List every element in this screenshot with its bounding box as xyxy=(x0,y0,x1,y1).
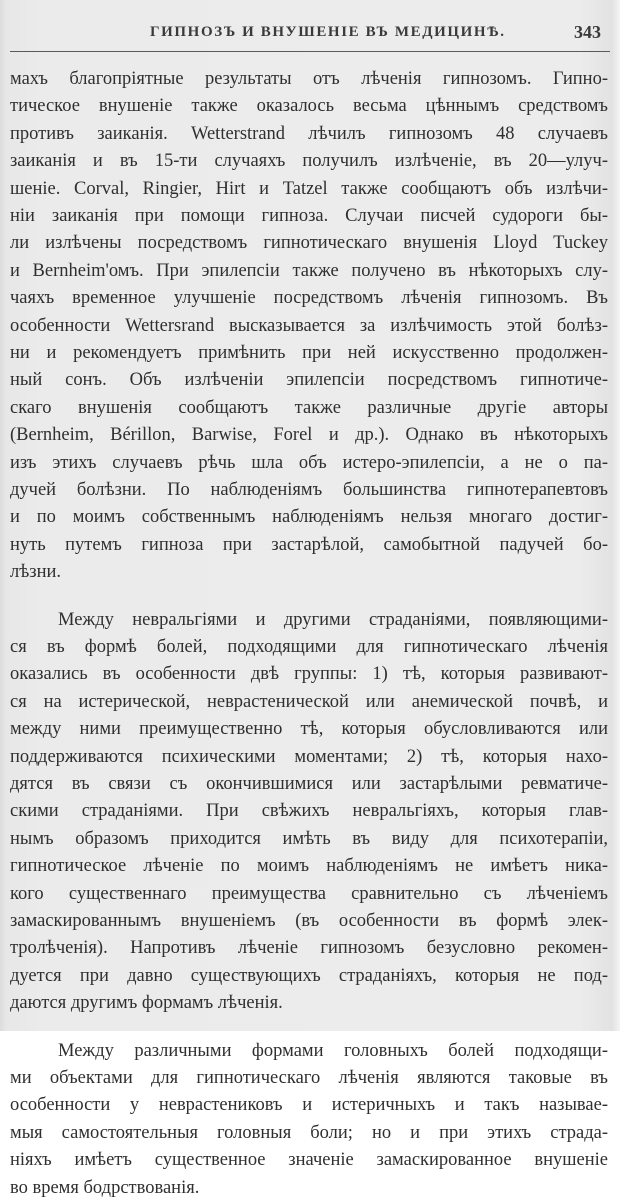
text-line: тическое внушеніе также оказалось весьма цѣннымъ средствомъ xyxy=(10,96,608,117)
text-line: (Bernheim, Bérillon, Barwise, Forel и др.). Однако въ нѣкоторыхъ xyxy=(10,425,608,446)
text-line: противъ заиканія. Wetterstrand лѣчилъ гипнозомъ 48 случаевъ xyxy=(10,123,608,144)
text-line: Между различными формами головныхъ болей подходящи- xyxy=(58,1040,608,1061)
text-line: поддерживаются психическими моментами; 2) тѣ, которыя нахо- xyxy=(10,746,608,767)
text-line: махъ благопріятные результаты отъ лѣченія гипнозомъ. Гипно- xyxy=(10,69,608,89)
text-line: ся въ формѣ болей, подходящими для гипнотическаго лѣченія xyxy=(10,637,608,657)
text-line: ли излѣчены посредствомъ гипнотическаго внушенія Lloyd Tuckey xyxy=(10,233,608,254)
text-line: особенности Wettersrand высказывается за излѣчимость этой болѣз- xyxy=(10,315,608,336)
text-line: шеніе. Corval, Ringier, Hirt и Tatzel также сообщаютъ объ излѣчи- xyxy=(10,178,608,199)
text-line: даются другимъ формамъ лѣченія. xyxy=(10,993,283,1014)
text-line: скими страданіями. При свѣжихъ невральгіяхъ, которыя глав- xyxy=(10,801,608,822)
text-line: и по моимъ собственнымъ наблюденіямъ нельзя многаго достиг- xyxy=(10,507,608,528)
text-line: чаяхъ временное улучшеніе посредствомъ лѣченія гипнозомъ. Въ xyxy=(10,288,608,309)
text-line: особенности у неврастениковъ и истеричныхъ и такъ называе- xyxy=(10,1095,608,1116)
text-line: дятся въ связи съ окончившимися или застарѣлыми ревматиче- xyxy=(10,774,608,794)
text-line: замаскированнымъ внушеніемъ (въ особенности въ формѣ элек- xyxy=(10,911,608,931)
text-line: ми объектами для гипнотическаго лѣченія являются таковые въ xyxy=(10,1068,608,1088)
text-line: во время бодрствованія. xyxy=(10,1177,200,1198)
text-line: мыя самостоятельныя головныя боли; но и при этихъ страда- xyxy=(10,1122,608,1143)
text-line: кого существеннаго преимущества сравнительно съ лѣченіемъ xyxy=(10,883,608,904)
text-line: ніяхъ имѣетъ существенное значеніе замаскированное внушеніе xyxy=(10,1150,608,1171)
text-line: тролѣченія). Напротивъ лѣченіе гипнозомъ безусловно рекомен- xyxy=(10,938,608,959)
text-line: лѣзни. xyxy=(10,562,62,583)
text-line: гипнотическое лѣченіе по моимъ наблюденіямъ не имѣетъ ника- xyxy=(10,856,608,877)
running-head: ГИПНОЗЪ И ВНУШЕНІЕ ВЪ МЕДИЦИНѢ. xyxy=(150,24,506,40)
text-line: дучей болѣзни. По наблюденіямъ большинства гипнотерапевтовъ xyxy=(10,480,608,500)
text-line: изъ этихъ случаевъ рѣчь шла объ истеро-эпилепсіи, а не о па- xyxy=(10,452,608,473)
text-line: дуется при давно существующихъ страданіяхъ, которыя не под- xyxy=(10,965,608,986)
text-line: нымъ образомъ приходится имѣть въ виду для психотерапіи, xyxy=(10,828,608,849)
text-line: ни и рекомендуетъ примѣнить при ней искусственно продолжен- xyxy=(10,343,608,363)
text-line: Между невральгіями и другими страданіями, появляющими- xyxy=(58,609,608,630)
text-line: между ними преимущественно тѣ, которыя обусловливаются или xyxy=(10,719,608,740)
text-line: скаго внушенія сообщаютъ также различные другіе авторы xyxy=(10,397,608,418)
page-number: 343 xyxy=(574,22,601,42)
text-line: заиканія и въ 15-ти случаяхъ получилъ излѣченіе, въ 20—улуч- xyxy=(10,151,608,172)
text-line: ся на истерической, неврастенической или анемической почвѣ, и xyxy=(10,691,608,712)
text-line: и Bernheim'омъ. При эпилепсіи также получено въ нѣкоторыхъ слу- xyxy=(10,260,608,281)
page-header xyxy=(0,18,620,52)
text-line: оказались въ особенности двѣ группы: 1) тѣ, которыя развивают- xyxy=(10,664,608,685)
header-rule xyxy=(10,51,610,52)
text-line: ный сонъ. Объ излѣченіи эпилепсіи посредствомъ гипнотиче- xyxy=(10,370,608,391)
text-line: ніи заиканія при помощи гипноза. Случаи писчей судороги бы- xyxy=(10,206,608,226)
text-line: нуть путемъ гипноза при застарѣлой, самобытной падучей бо- xyxy=(10,534,608,555)
